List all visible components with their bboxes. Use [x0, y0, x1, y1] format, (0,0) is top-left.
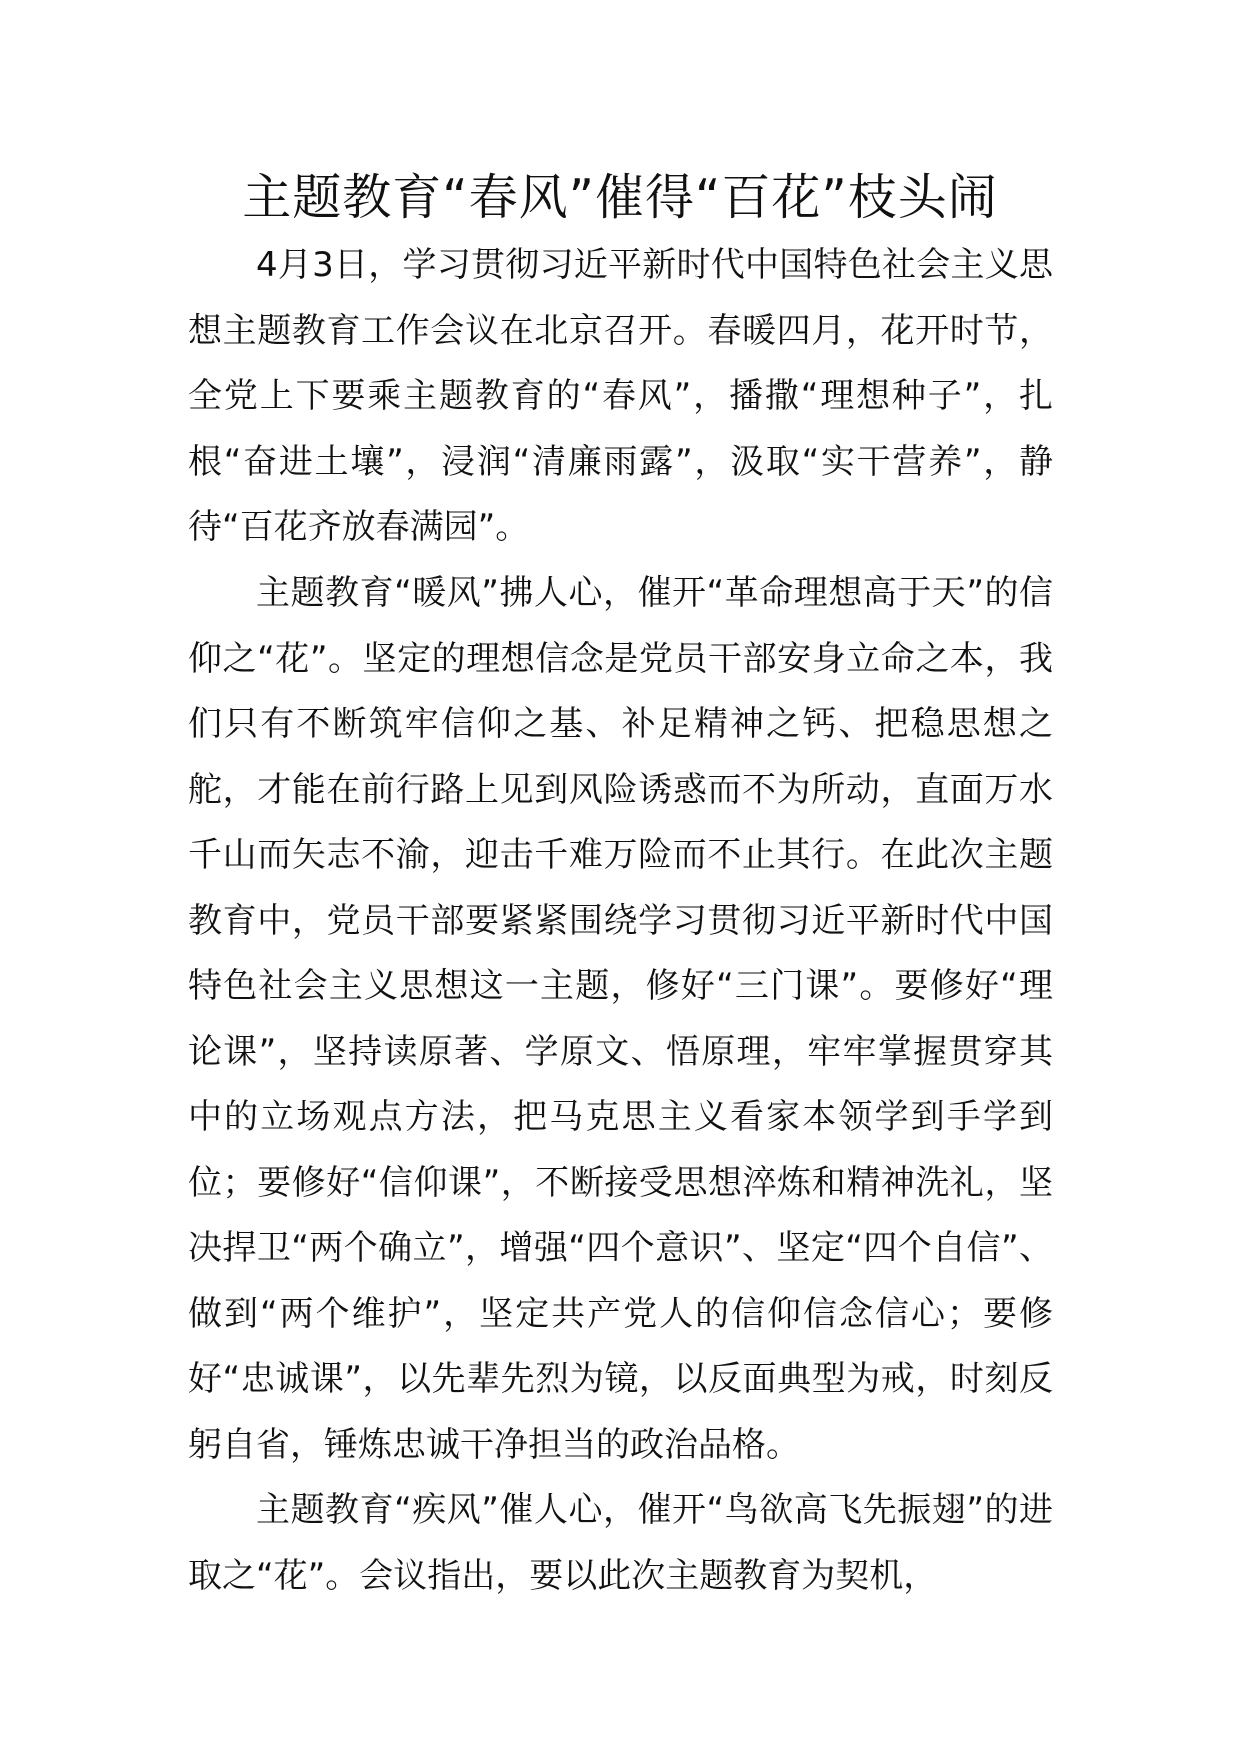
body-paragraph: 主题教育“暖风”拂人心，催开“革命理想高于天”的信仰之“花”。坚定的理想信念是党员干部安身立命之本，我们只有不断筑牢信仰之基、补足精神之钙、把稳思想之舵，才能在前行路上见到风险诱惑而不为所动，直面万水千山而矢志不渝，迎击千难万险而不止其行。在此次主题教育中，党员干部要紧紧围绕学习贯彻习近平新时代中国特色社会主义思想这一主题，修好“三门课”。要修好“理论课”，坚持读原著、学原文、悟原理，牢牢掌握贯穿其中的立场观点方法，把马克思主义看家本领学到手学到位；要修好“信仰课”，不断接受思想淬炼和精神洗礼，坚决捍卫“两个确立”，增强“四个意识”、坚定“四个自信”、做到“两个维护”，坚定共产党人的信仰信念信心；要修好“忠诚课”，以先辈先烈为镜，以反面典型为戒，时刻反躬自省，锤炼忠诚干净担当的政治品格。 — [188, 573, 1053, 1465]
body-paragraph: 主题教育“疾风”催人心，催开“鸟欲高飞先振翅”的进取之“花”。会议指出，要以此次主题教育为契机， — [188, 1490, 1053, 1596]
document-title: 主题教育“春风”催得“百花”枝头闹 — [242, 169, 998, 226]
body-paragraph: 4月3日，学习贯彻习近平新时代中国特色社会主义思想主题教育工作会议在北京召开。春暖四月，花开时节，全党上下要乘主题教育的“春风”，播撒“理想种子”，扎根“奋进土壤”，浸润“清廉雨露”，汲取“实干营养”，静待“百花齐放春满园”。 — [188, 245, 1053, 547]
